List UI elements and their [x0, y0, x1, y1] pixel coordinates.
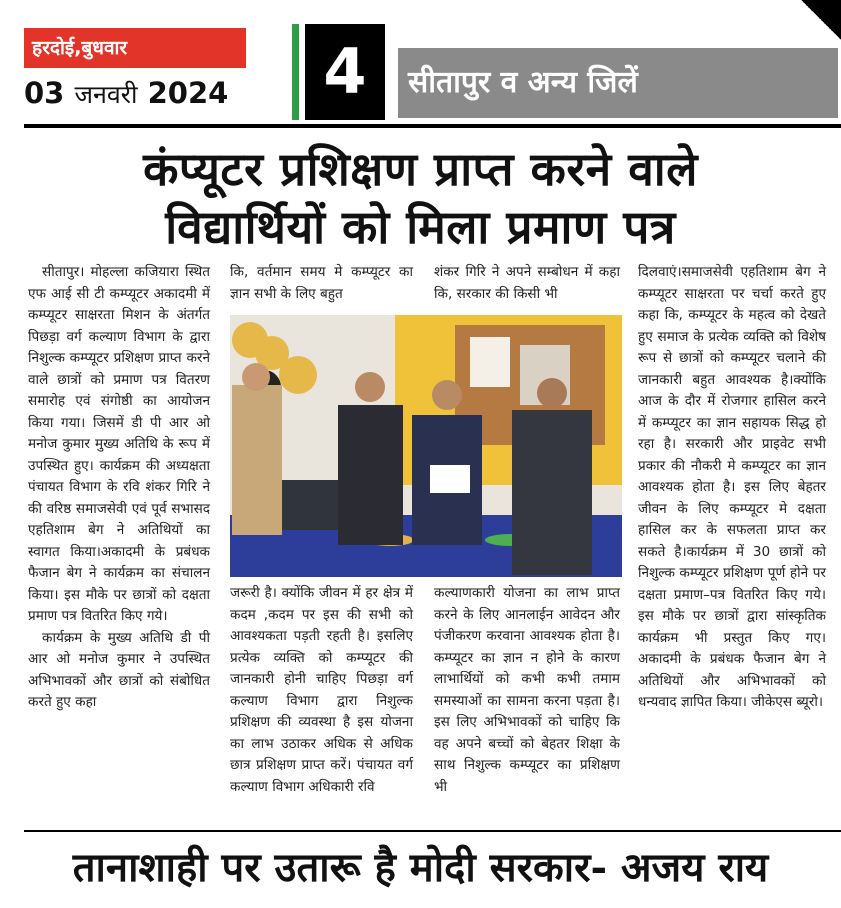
article-column-2-top — [230, 262, 413, 305]
masthead — [0, 0, 841, 130]
date-year: 2024 — [147, 76, 229, 110]
article-column-2-bottom — [230, 583, 413, 798]
section-title: सीतापुर व अन्य जिलें — [398, 48, 838, 118]
footer-rule — [24, 830, 841, 832]
page-number: 4 — [305, 24, 385, 120]
certificate-ceremony-photo — [230, 315, 622, 577]
issue-date — [24, 68, 228, 120]
event-photo — [230, 315, 622, 577]
article-headline — [0, 140, 841, 256]
place-day-label: हरदोई,बुधवार — [24, 28, 246, 68]
column-2-bottom-text: जरूरी है। क्योंकि जीवन में हर क्षेत्र में कदम ,कदम पर इस की सभी को आवश्यकता पड़ती रहती है। इसलिए प्रत्येक व्यक्ति को कम्प्यूटर की जानकारी होनी चाहिए पिछड़ा वर्ग कल्याण विभाग द्वारा निशुल्क प्रशिक्षण की व्यवस्था है इस योजना का लाभ उठाकर अधिक से अधिक छात्र प्रशिक्षण प्राप्त करें। पंचायत वर्ग कल्याण विभाग अधिकारी रवि — [230, 585, 413, 795]
next-article-headline: तानाशाही पर उतारू है मोदी सरकार- अजय राय — [72, 844, 769, 891]
column-2-top-text: कि, वर्तमान समय मे कम्प्यूटर का ज्ञान सभी के लिए बहुत — [230, 264, 413, 302]
date-day: 03 — [24, 76, 65, 110]
column-4-text: दिलवाएं।समाजसेवी एहतिशाम बेग ने कम्प्यूटर साक्षरता पर चर्चा करते हुए कहा कि, कम्प्यूटर के महत्व को देखते हुए समाज के प्रत्येक व्यक्ति को विशेष रूप से छात्रों को कम्प्यूटर चलाने की जानकारी बहुत आवश्यक है।क्योंकि आज के दौर में रोजगार हासिल करने में कम्प्यूटर का ज्ञान सहायक सिद्ध हो रहा है। सरकारी और प्राइवेट सभी प्रकार की नौकरी मे कम्प्यूटर का ज्ञान आवश्यक होता है। इस लिए बेहतर जीवन के लिए कम्प्यूटर मे दक्षता हासिल कर के सफलता प्राप्त कर सकते है।कार्यक्रम में 30 छात्रों को निशुल्क कम्प्यूटर प्रशिक्षण पूर्ण होने पर दक्षता प्रमाण–पत्र वितरित किए गये। इस मौके पर छात्रों द्वारा सांस्कृतिक कार्यक्रम भी प्रस्तुत किए गए। अकादमी के प्रबंधक फैजान बेग ने अतिथियों और अभिभावकों को धन्यवाद ज्ञापित किया। जीकेएस ब्यूरो। — [638, 264, 826, 710]
header-rule — [24, 124, 841, 128]
article-column-3-top — [434, 262, 620, 305]
column-3-top-text: शंकर गिरि ने अपने सम्बोधन में कहा कि, सरकार की किसी भी — [434, 264, 620, 302]
date-month: जनवरी — [74, 80, 138, 109]
column-1-paragraph-1: सीतापुर। मोहल्ला कजियारा स्थित एफ आई सी टी कम्प्यूटर अकादमी में कम्प्यूटर साक्षरता मिशन के अंतर्गत पिछड़ा वर्ग कल्याण विभाग के द्वारा निशुल्क कम्प्यूटर प्रशिक्षण प्राप्त करने वाले छात्रों को प्रमाण पत्र वितरण समारोह एवं संगोष्ठी का आयोजन किया गया। जिसमें डी पी आर ओ मनोज कुमार मुख्य अतिथि के रूप में उपस्थित हुए। कार्यक्रम की अध्यक्षता पंचायत विभाग के रवि शंकर गिरि ने की वरिष्ठ समाजसेवी एवं पूर्व सभासद एहतिशाम बेग ने अतिथियों का स्वागत किया।अकादमी के प्रबंधक फैजान बेग ने कार्यक्रम का संचालन किया। इस मौके पर छात्रों को दक्षता प्रमाण पत्र वितरित किए गये। — [28, 264, 210, 624]
column-1-paragraph-2: कार्यक्रम के मुख्य अतिथि डी पी आर ओ मनोज कुमार ने उपस्थित अभिभावकों और छात्रों को संबोधित करते हुए कहा — [28, 629, 210, 710]
column-3-bottom-text: कल्याणकारी योजना का लाभ प्राप्त करने के लिए आनलाईन आवेदन और पंजीकरण करवाना आवश्यक होता है।कम्प्यूटर का ज्ञान न होने के कारण लाभार्थियों को कभी कभी तमाम समस्याओं का सामना करना पड़ता है। इस लिए अभिभावकों को चाहिए कि वह अपने बच्चों को बेहतर शिक्षा के साथ निशुल्क कम्प्यूटर का प्रशिक्षण भी — [434, 585, 620, 795]
headline-line-2: विद्यार्थियों को मिला प्रमाण पत्र — [165, 200, 676, 254]
article-column-4 — [638, 262, 826, 714]
headline-line-1: कंप्यूटर प्रशिक्षण प्राप्त करने वाले — [143, 142, 698, 196]
divider-bar — [292, 24, 299, 120]
article-column-1 — [28, 262, 210, 714]
article-column-3-bottom — [434, 583, 620, 798]
